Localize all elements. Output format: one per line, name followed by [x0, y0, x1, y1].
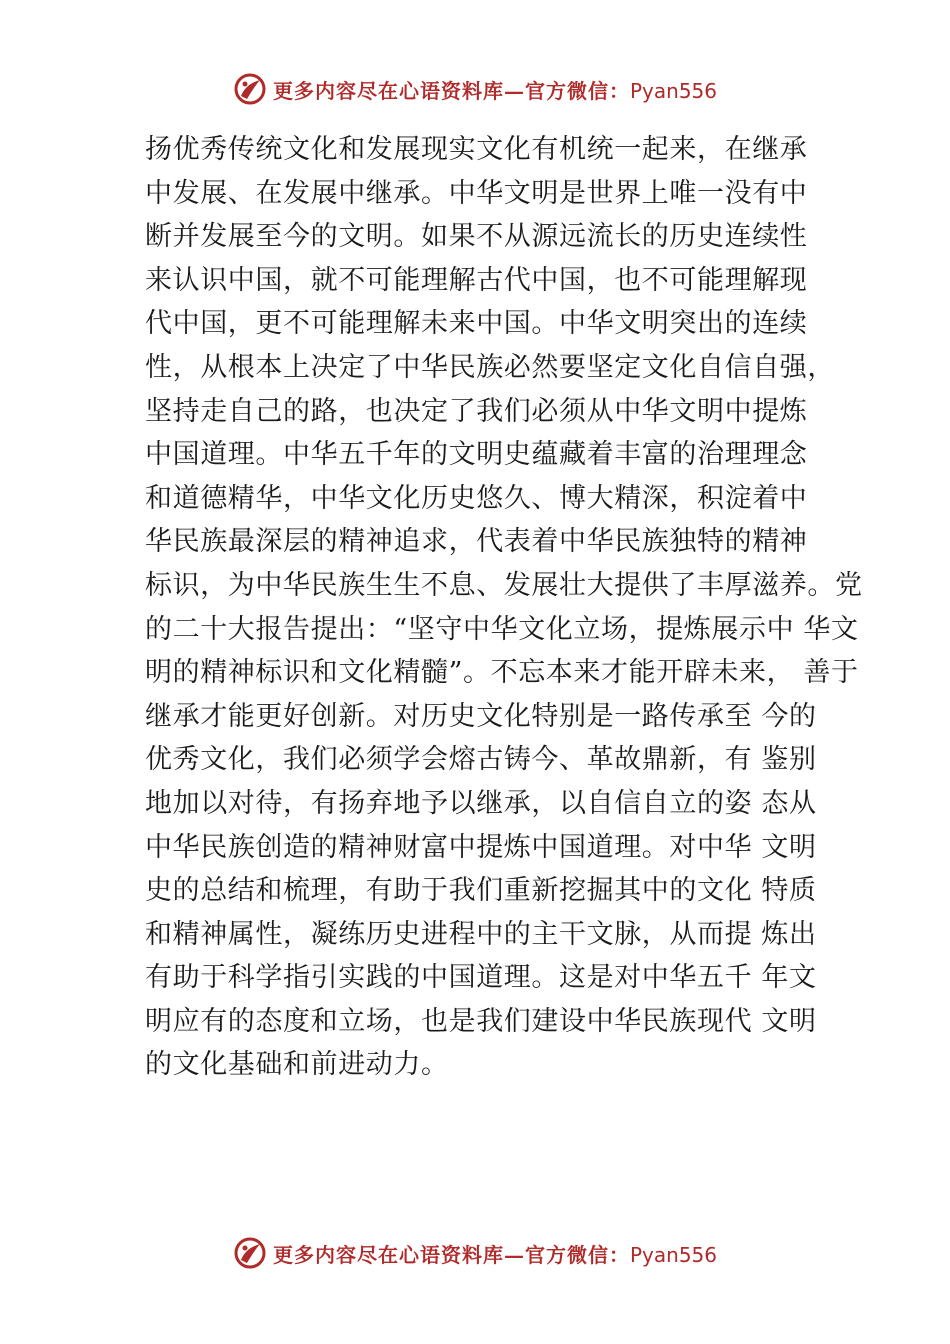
body-line: 坚持走自己的路，也决定了我们必须从中华文明中提炼: [145, 395, 808, 427]
brush-seal-logo-icon: [233, 72, 267, 106]
body-line: 和精神属性，凝练历史进程中的主干文脉，从而提 炼出: [145, 918, 817, 950]
document-body: [145, 128, 863, 1087]
footer-watermark-id: Pyan556: [629, 1242, 717, 1267]
body-line: 和道德精华，中华文化历史悠久、博大精深，积淀着中: [145, 482, 808, 514]
body-line: 扬优秀传统文化和发展现实文化有机统一起来，在继承: [145, 134, 808, 165]
body-line: 代中国，更不可能理解未来中国。中华文明突出的连续: [145, 308, 808, 340]
footer-watermark-text: 更多内容尽在心语资料库—官方微信：Pyan556: [272, 1242, 717, 1267]
brush-seal-logo-icon: [233, 1236, 267, 1270]
body-line: 明的精神标识和文化精髓”。不忘本来才能开辟未来， 善于: [145, 657, 859, 689]
body-line: 地加以对待，有扬弃地予以继承，以自信自立的姿 态从: [145, 787, 817, 819]
body-line: 继承才能更好创新。对历史文化特别是一路传承至 今的: [145, 700, 817, 732]
body-line: 断并发展至今的文明。如果不从源远流长的历史连续性: [145, 221, 808, 253]
body-line: 史的总结和梳理，有助于我们重新挖掘其中的文化 特质: [145, 875, 817, 907]
header-watermark-text: 更多内容尽在心语资料库—官方微信：Pyan556: [272, 78, 717, 103]
body-line: 中国道理。中华五千年的文明史蕴藏着丰富的治理理念: [145, 439, 808, 471]
body-line: 中发展、在发展中继承。中华文明是世界上唯一没有中: [145, 177, 808, 209]
body-line: 华民族最深层的精神追求，代表着中华民族独特的精神: [145, 526, 808, 558]
header-watermark: [0, 72, 950, 106]
body-line: 标识，为中华民族生生不息、发展壮大提供了丰厚滋养。党: [145, 569, 863, 601]
body-line: 优秀文化，我们必须学会熔古铸今、革故鼎新，有 鉴别: [145, 744, 817, 776]
body-line: 的文化基础和前进动力。: [145, 1049, 449, 1081]
body-line: 的二十大报告提出：“坚守中华文化立场，提炼展示中 华文: [145, 613, 859, 645]
body-line: 性，从根本上决定了中华民族必然要坚定文化自信自强，: [145, 351, 835, 383]
body-line: 来认识中国，就不可能理解古代中国，也不可能理解现: [145, 264, 808, 296]
footer-watermark: [0, 1236, 950, 1270]
body-line: 有助于科学指引实践的中国道理。这是对中华五千 年文: [145, 962, 817, 994]
body-line: 中华民族创造的精神财富中提炼中国道理。对中华 文明: [145, 831, 817, 863]
body-line: 明应有的态度和立场，也是我们建设中华民族现代 文明: [145, 1005, 817, 1037]
header-watermark-id: Pyan556: [629, 78, 717, 103]
